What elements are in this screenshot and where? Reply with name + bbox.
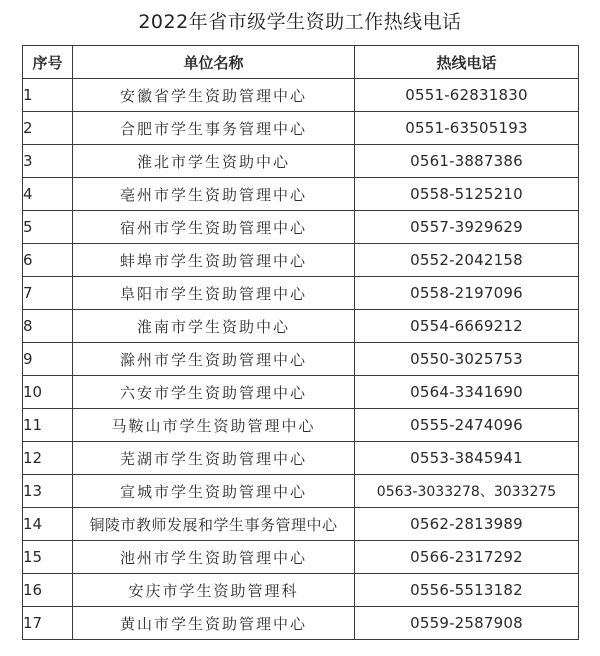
serial-number-cell: 13 [23,475,73,508]
unit-name-cell: 铜陵市教师发展和学生事务管理中心 [73,508,355,541]
serial-number-cell: 16 [23,574,73,607]
serial-number-cell: 3 [23,145,73,178]
hotline-phone-cell: 0557-3929629 [355,211,579,244]
table-row [23,574,579,607]
hotline-phone-cell: 0551-63505193 [355,112,579,145]
unit-name-cell: 蚌埠市学生资助管理中心 [73,244,355,277]
header-serial-number: 序号 [23,46,73,79]
hotline-phone-cell: 0558-5125210 [355,178,579,211]
unit-name-cell: 宿州市学生资助管理中心 [73,211,355,244]
hotline-table [22,45,579,640]
hotline-phone-cell: 0555-2474096 [355,409,579,442]
document-title: 2022年省市级学生资助工作热线电话 [138,11,462,33]
hotline-phone-cell: 0556-5513182 [355,574,579,607]
header-hotline-phone: 热线电话 [355,46,579,79]
unit-name-cell: 六安市学生资助管理中心 [73,376,355,409]
header-unit-name: 单位名称 [73,46,355,79]
hotline-phone-cell: 0553-3845941 [355,442,579,475]
hotline-phone-cell: 0551-62831830 [355,79,579,112]
serial-number-cell: 11 [23,409,73,442]
table-row [23,508,579,541]
table-row [23,178,579,211]
table-row [23,112,579,145]
unit-name-cell: 合肥市学生事务管理中心 [73,112,355,145]
serial-number-cell: 14 [23,508,73,541]
unit-name-cell: 亳州市学生资助管理中心 [73,178,355,211]
hotline-phone-cell: 0566-2317292 [355,541,579,574]
unit-name-cell: 池州市学生资助管理中心 [73,541,355,574]
unit-name-cell: 淮南市学生资助中心 [73,310,355,343]
serial-number-cell: 9 [23,343,73,376]
table-header-row [23,46,579,79]
serial-number-cell: 15 [23,541,73,574]
hotline-phone-cell: 0558-2197096 [355,277,579,310]
hotline-phone-cell: 0552-2042158 [355,244,579,277]
table-row [23,376,579,409]
serial-number-cell: 8 [23,310,73,343]
serial-number-cell: 12 [23,442,73,475]
table-row [23,244,579,277]
hotline-phone-cell: 0562-2813989 [355,508,579,541]
serial-number-cell: 6 [23,244,73,277]
serial-number-cell: 2 [23,112,73,145]
unit-name-cell: 阜阳市学生资助管理中心 [73,277,355,310]
table-row [23,541,579,574]
unit-name-cell: 黄山市学生资助管理中心 [73,607,355,640]
serial-number-cell: 1 [23,79,73,112]
serial-number-cell: 17 [23,607,73,640]
hotline-phone-cell: 0561-3887386 [355,145,579,178]
serial-number-cell: 10 [23,376,73,409]
table-row [23,277,579,310]
table-row [23,145,579,178]
unit-name-cell: 安庆市学生资助管理科 [73,574,355,607]
table-row [23,343,579,376]
hotline-phone-cell: 0554-6669212 [355,310,579,343]
unit-name-cell: 马鞍山市学生资助管理中心 [73,409,355,442]
table-row [23,607,579,640]
serial-number-cell: 4 [23,178,73,211]
hotline-phone-cell: 0564-3341690 [355,376,579,409]
table-body [23,79,579,640]
table-row [23,211,579,244]
unit-name-cell: 芜湖市学生资助管理中心 [73,442,355,475]
serial-number-cell: 7 [23,277,73,310]
hotline-phone-cell: 0550-3025753 [355,343,579,376]
unit-name-cell: 淮北市学生资助中心 [73,145,355,178]
table-row [23,442,579,475]
table-row [23,79,579,112]
unit-name-cell: 滁州市学生资助管理中心 [73,343,355,376]
unit-name-cell: 宣城市学生资助管理中心 [73,475,355,508]
serial-number-cell: 5 [23,211,73,244]
table-row [23,409,579,442]
hotline-phone-cell: 0563-3033278、3033275 [355,475,579,508]
unit-name-cell: 安徽省学生资助管理中心 [73,79,355,112]
table-row [23,310,579,343]
table-row [23,475,579,508]
hotline-phone-cell: 0559-2587908 [355,607,579,640]
